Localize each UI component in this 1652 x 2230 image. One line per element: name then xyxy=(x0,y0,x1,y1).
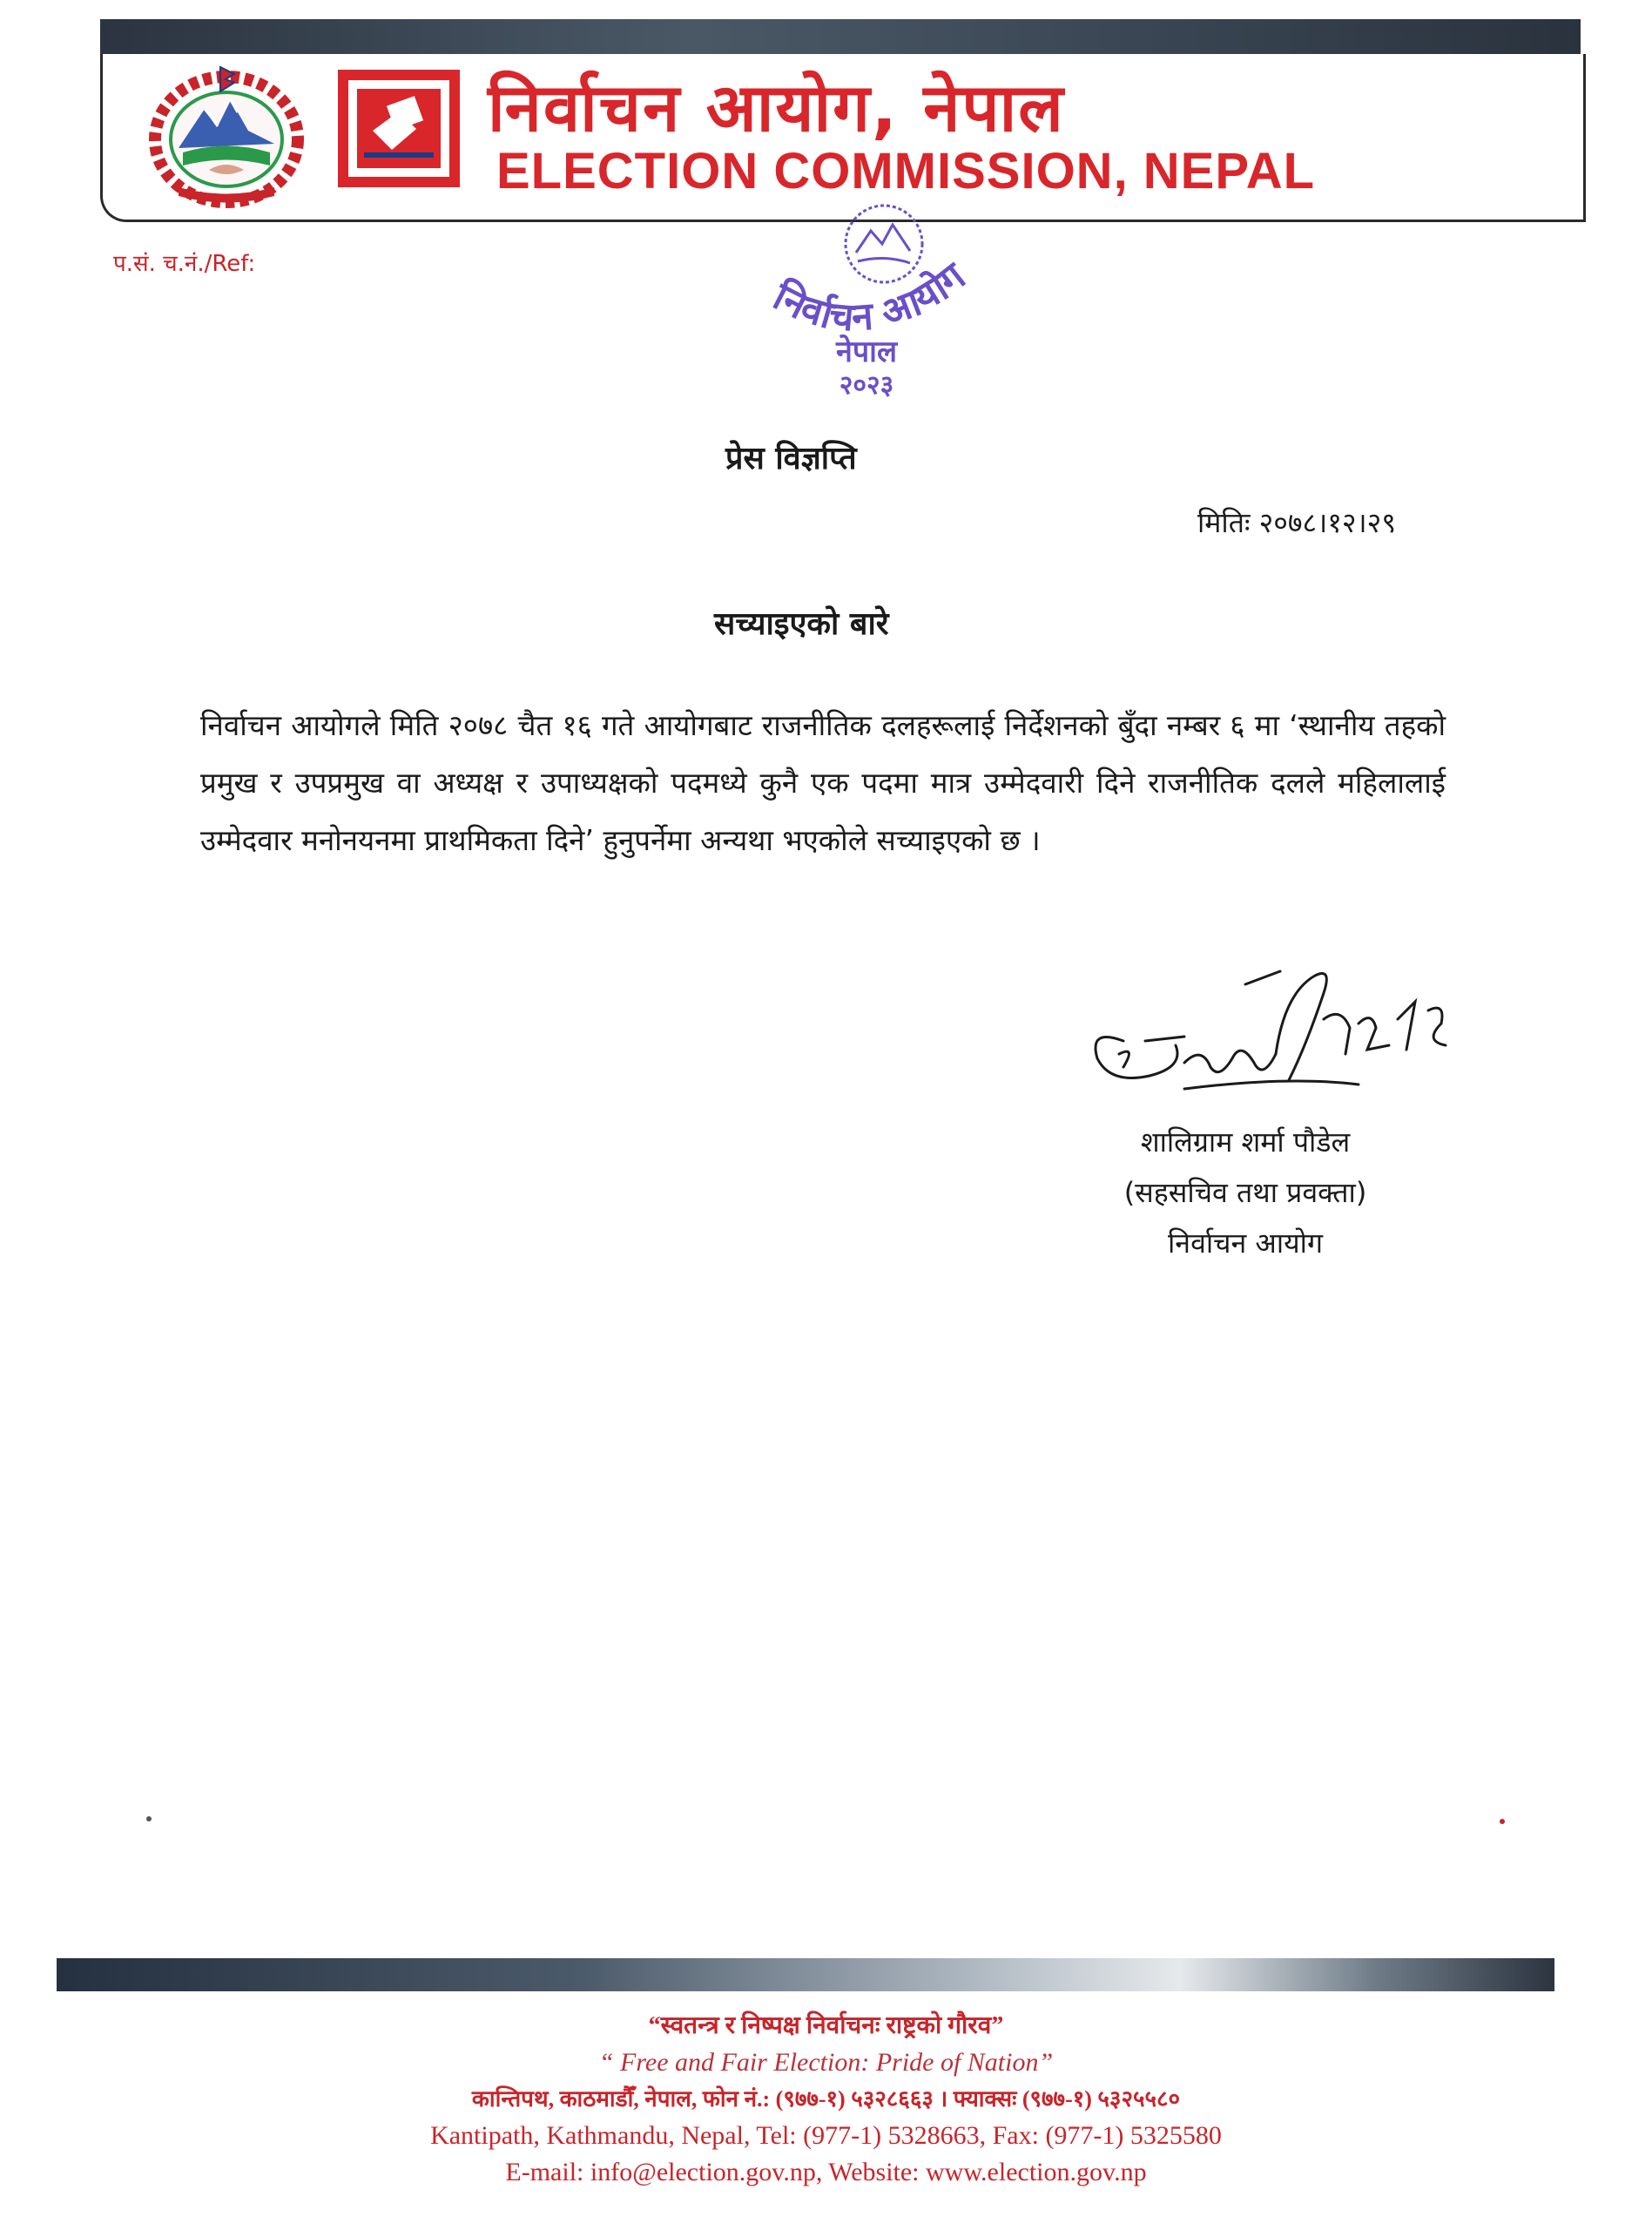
signatory-designation: (सहसचिव तथा प्रवक्ता) xyxy=(1123,1176,1367,1209)
letterhead-footer xyxy=(0,2008,1652,2191)
footer-motto-nepali: “स्वतन्त्र र निष्पक्ष निर्वाचनः राष्ट्रको गौरव” xyxy=(648,2012,1004,2039)
release-date: मितिः २०७८।१२।२९ xyxy=(1197,506,1396,539)
press-release-heading: प्रेस विज्ञप्ति xyxy=(725,441,857,476)
ballot-box-logo-icon xyxy=(338,70,460,187)
signatory-office: निर्वाचन आयोग xyxy=(1168,1226,1323,1260)
release-body: निर्वाचन आयोगले मिति २०७८ चैत १६ गते आयोगबाट राजनीतिक दलहरूलाई निर्देशनको बुँदा नम्बर ६ मा ‘स्थानीय तहको प्रमुख र उपप्रमुख वा अध्यक्ष र उपाध्यक्षको पदमध्ये कुनै एक पदमा मात्र उम्मेदवारी दिने राजनीतिक दलले महिलालाई उम्मेदवार मनोनयनमा प्राथमिकता दिने’ हुनुपर्नेमा अन्यथा भएकोले सच्याइएको छ । xyxy=(200,708,1446,857)
official-stamp xyxy=(753,183,988,401)
subject-heading: सच्याइएको बारे xyxy=(714,606,889,642)
header-title-english: ELECTION COMMISSION, NEPAL xyxy=(496,143,1316,199)
scan-speck xyxy=(146,1816,152,1821)
scan-speck xyxy=(1500,1819,1505,1824)
footer-address-english: Kantipath, Kathmandu, Nepal, Tel: (977-1) 5328663, Fax: (977-1) 5325580 xyxy=(430,2121,1222,2150)
footer-band xyxy=(57,1958,1554,1991)
header-title-nepali: निर्वाचन आयोग, नेपाल xyxy=(488,69,1065,146)
footer-address-nepali: कान्तिपथ, काठमाडौँ, नेपाल, फोन नं.: (९७७-१) ५३२८६६३ । फ्याक्सः (९७७-१) ५३२५५८० xyxy=(471,2086,1181,2112)
stamp-arc-text: निर्वाचन आयोग xyxy=(765,253,974,341)
footer-motto-english: “ Free and Fair Election: Pride of Nation” xyxy=(598,2048,1054,2077)
signatory-block xyxy=(1054,1117,1437,1268)
handwritten-signature xyxy=(1071,958,1472,1106)
reference-label: प.सं. च.नं./Ref: xyxy=(113,251,256,277)
signatory-name: शालिग्राम शर्मा पौडेल xyxy=(1140,1125,1351,1159)
stamp-country-text: नेपाल xyxy=(835,334,898,369)
stamp-year-text: २०२३ xyxy=(839,370,894,401)
nepal-emblem-icon xyxy=(144,57,309,209)
footer-contact: E-mail: info@election.gov.np, Website: www.election.gov.np xyxy=(505,2158,1147,2186)
